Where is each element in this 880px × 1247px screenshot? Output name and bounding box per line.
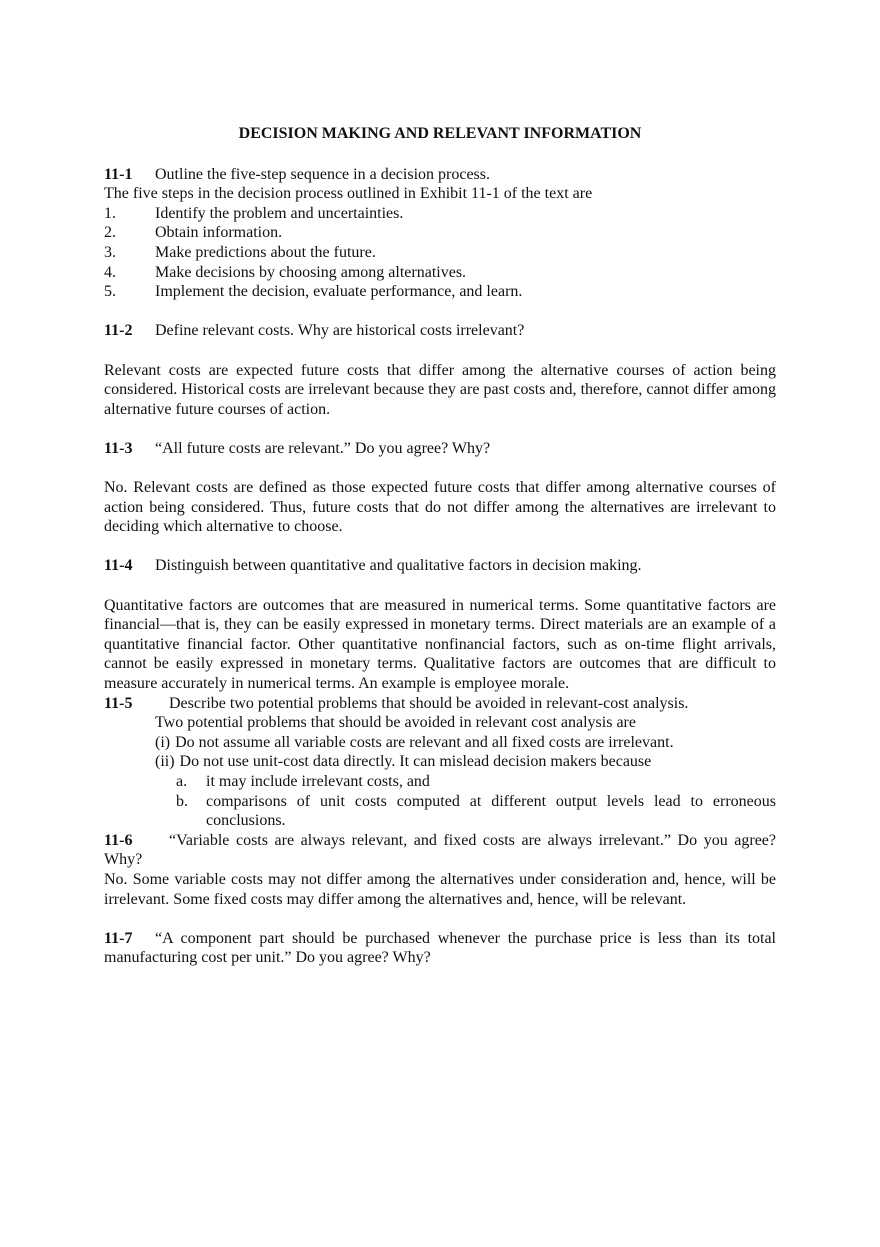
question-text: Outline the five-step sequence in a decision process. (155, 165, 490, 183)
answer-intro: Two potential problems that should be avoided in relevant cost analysis are (155, 714, 636, 732)
list-text: Make predictions about the future. (155, 243, 376, 261)
list-number: 5. (104, 283, 116, 301)
answer-paragraph: No. Relevant costs are defined as those expected future costs that differ among alternative courses of action being considered. Thus, future costs that do not differ among the alternatives are irrelevant to deciding which alternative to choose. (104, 479, 776, 536)
question-11-4 (104, 556, 776, 576)
answer-intro: The five steps in the decision process outlined in Exhibit 11-1 of the text are (104, 185, 593, 203)
question-11-7 (104, 929, 776, 968)
list-item (104, 792, 776, 831)
answer-paragraph: No. Some variable costs may not differ among the alternatives under consideration and, hence, will be irrelevant. Some fixed costs may differ among the alternatives and, hence, will be relevant. (104, 870, 776, 908)
list-number: (ii) (155, 753, 175, 771)
list-item (104, 752, 776, 772)
list-number: 2. (104, 224, 116, 242)
question-number: 11-7 (104, 929, 133, 947)
list-number: 4. (104, 263, 116, 281)
document-page (104, 124, 776, 968)
list-text: comparisons of unit costs computed at different output levels lead to erroneous conclusions. (206, 792, 776, 830)
question-number: 11-2 (104, 322, 133, 340)
list-text: it may include irrelevant costs, and (206, 773, 430, 790)
list-item (104, 263, 776, 283)
question-11-6 (104, 831, 776, 870)
answer-paragraph: Quantitative factors are outcomes that are measured in numerical terms. Some quantitative factors are financial—that is, they can be easily expressed in monetary terms. Direct materials are an example of a quantitative financial factor. Other quantitative nonfinancial factors, such as on-time flight arrivals, cannot be easily expressed in monetary terms. Qualitative factors are outcomes that are difficult to measure accurately in numerical terms. An example is employee morale. (104, 596, 776, 693)
answer-paragraph: Relevant costs are expected future costs that differ among the alternative courses of action being considered. Historical costs are irrelevant because they are past costs and, therefore, cannot differ among alternative future courses of action. (104, 361, 776, 418)
list-text: Do not assume all variable costs are relevant and all fixed costs are irrelevant. (175, 733, 674, 751)
list-text: Make decisions by choosing among alternatives. (155, 263, 467, 281)
list-text: Obtain information. (155, 224, 283, 242)
page-title: DECISION MAKING AND RELEVANT INFORMATION (238, 125, 642, 142)
list-item (104, 204, 776, 224)
steps-list (104, 204, 776, 302)
list-text: Implement the decision, evaluate performance, and learn. (155, 283, 523, 301)
list-letter: b. (176, 792, 188, 810)
question-number: 11-4 (104, 557, 133, 575)
question-text: “Variable costs are always relevant, and fixed costs are always irrelevant.” Do you agree? Why? (104, 831, 776, 869)
list-number: 3. (104, 243, 116, 261)
list-item (104, 243, 776, 263)
question-number: 11-6 (104, 831, 133, 849)
list-letter: a. (176, 773, 188, 790)
question-number: 11-1 (104, 165, 133, 183)
question-text: “All future costs are relevant.” Do you agree? Why? (155, 439, 491, 457)
list-item (104, 733, 776, 753)
list-item (104, 282, 776, 302)
question-11-3 (104, 439, 776, 459)
list-item (104, 223, 776, 243)
question-number: 11-3 (104, 439, 133, 457)
question-11-2 (104, 321, 776, 341)
list-text: Identify the problem and uncertainties. (155, 204, 404, 222)
list-number: 1. (104, 204, 116, 222)
question-text: Describe two potential problems that should be avoided in relevant-cost analysis. (169, 694, 689, 712)
question-text: “A component part should be purchased whenever the purchase price is less than its total manufacturing cost per unit.” Do you agree? Why? (104, 929, 776, 967)
question-number: 11-5 (104, 694, 133, 712)
question-text: Distinguish between quantitative and qualitative factors in decision making. (155, 557, 642, 575)
list-item (104, 772, 776, 792)
question-11-5 (104, 694, 776, 714)
list-number: (i) (155, 733, 171, 751)
list-text: Do not use unit-cost data directly. It can mislead decision makers because (179, 753, 652, 771)
question-text: Define relevant costs. Why are historical costs irrelevant? (155, 322, 525, 340)
question-11-1 (104, 165, 776, 185)
